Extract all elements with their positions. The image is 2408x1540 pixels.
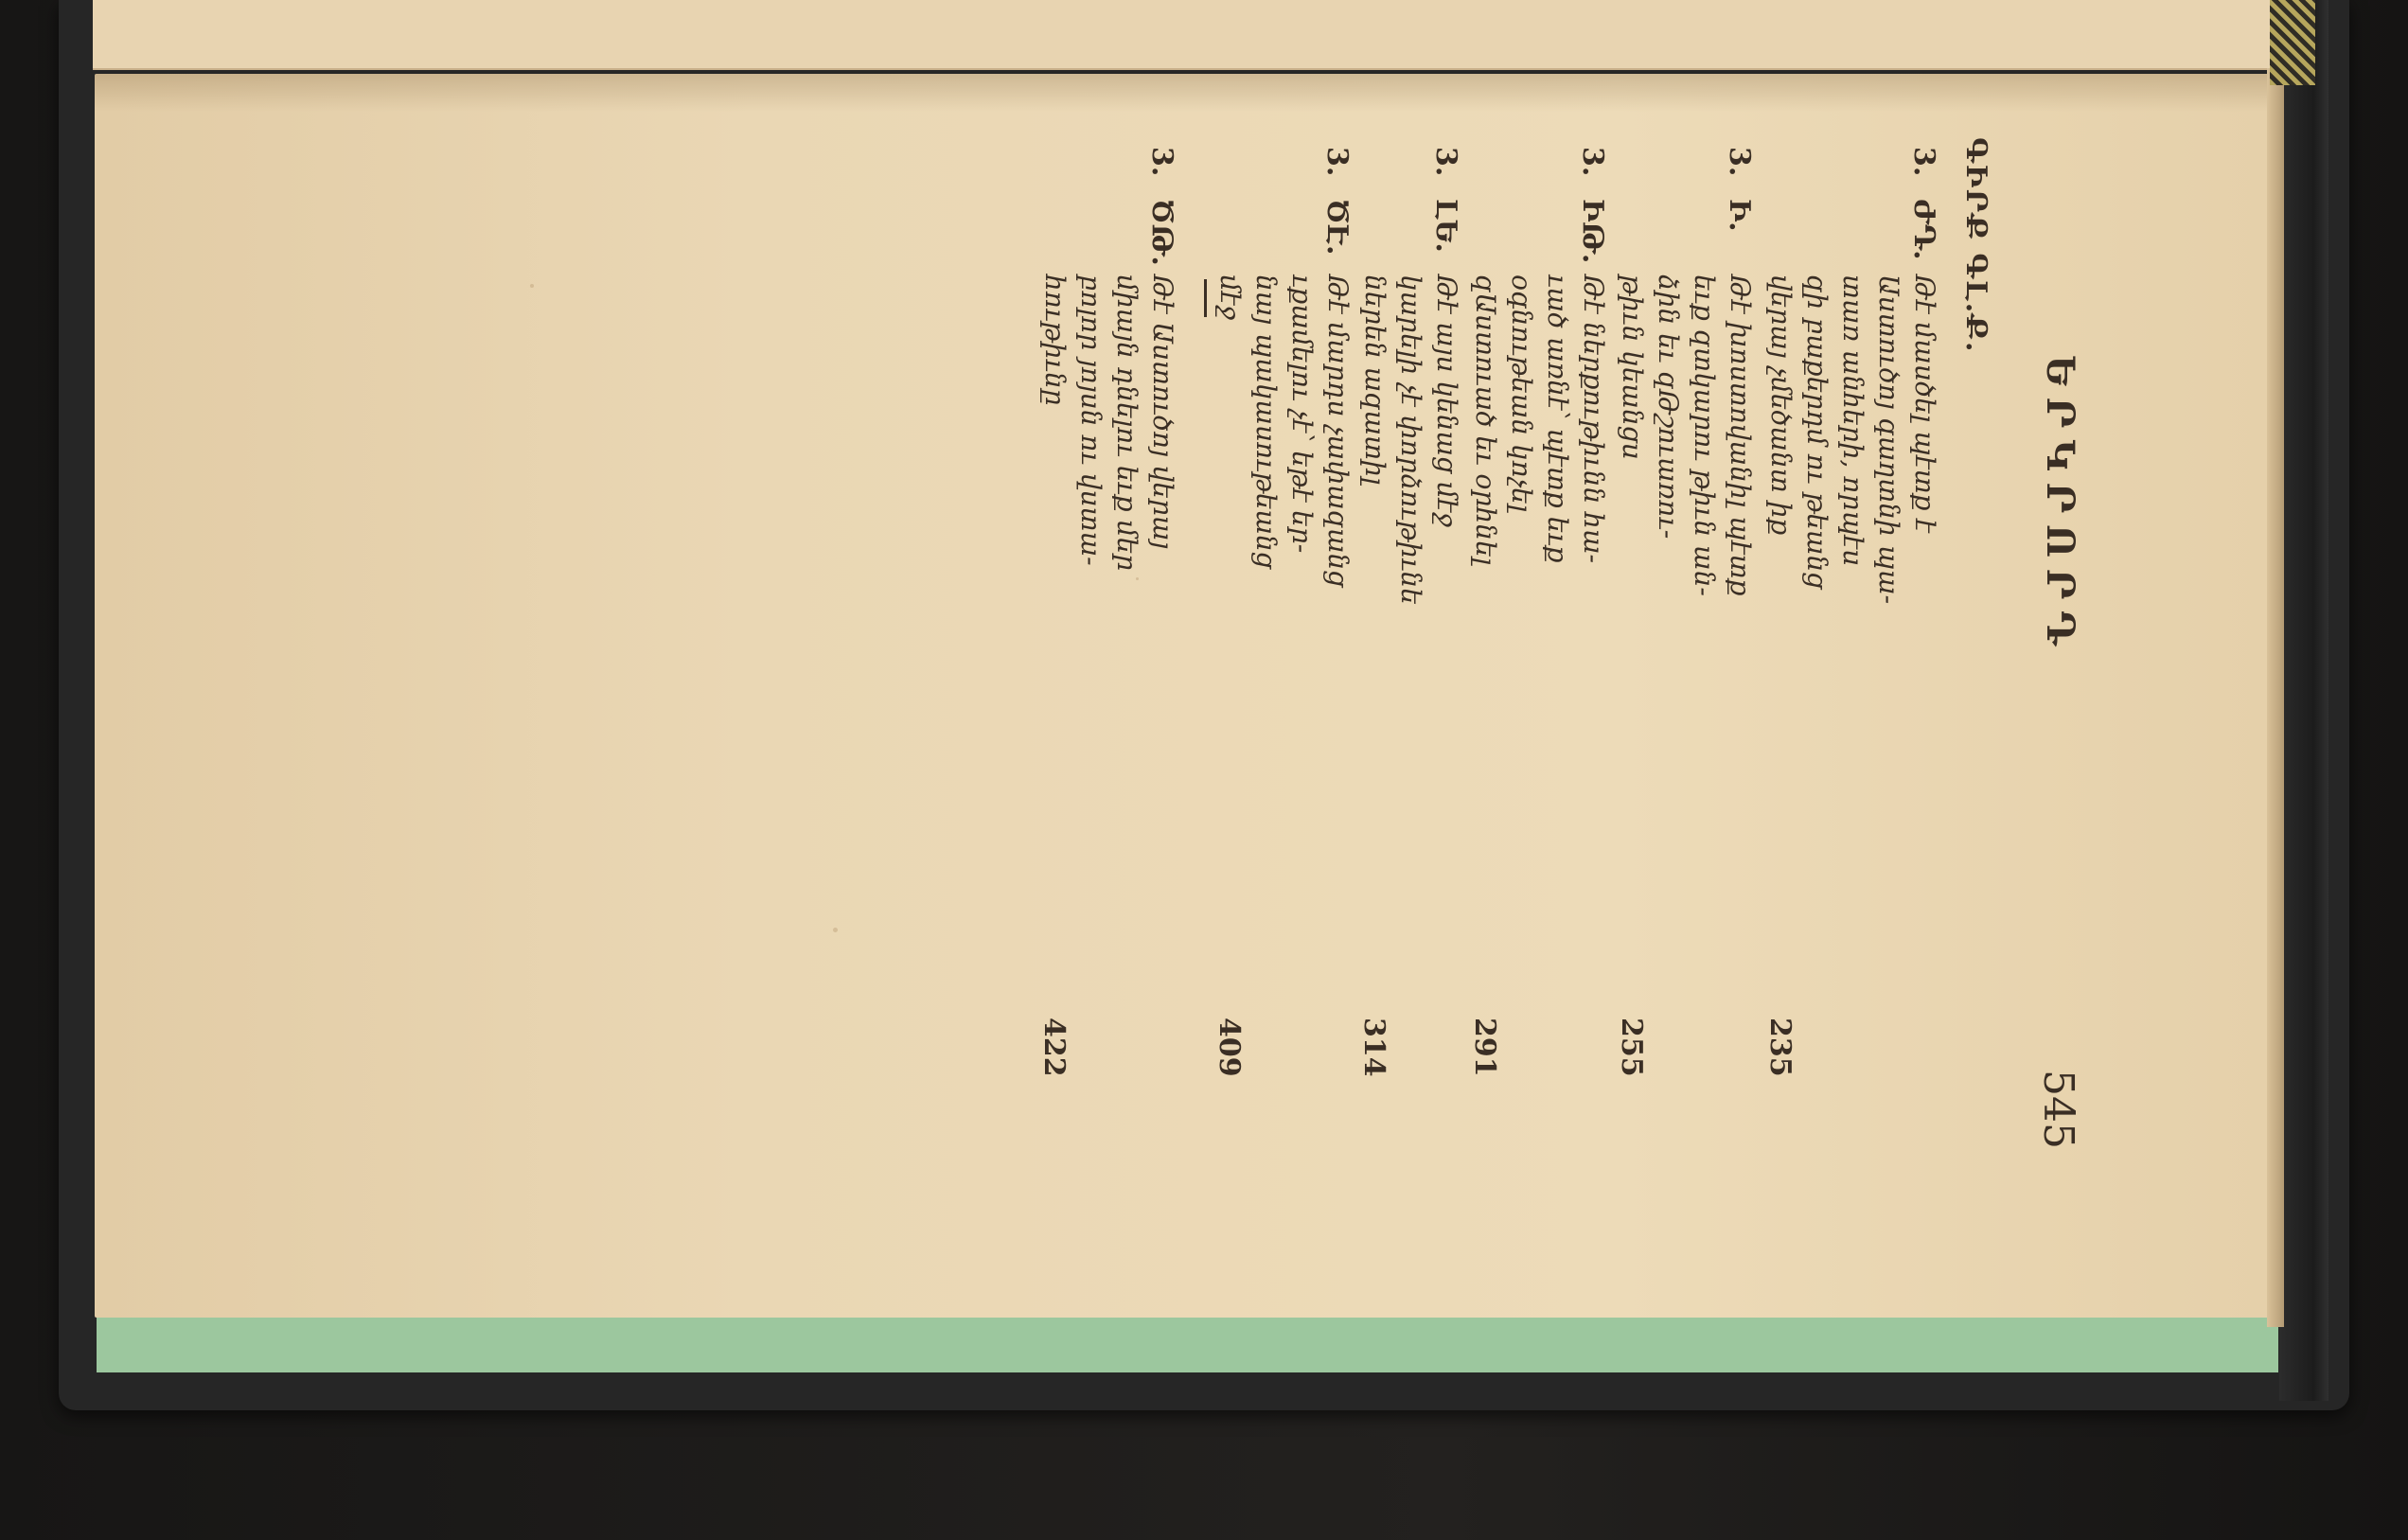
entry-line: օգնութեան կոչել [1506, 274, 1537, 513]
entry-page-number: 314 [1357, 1018, 1390, 1077]
chapter-label: ԼԵ. [1429, 199, 1462, 253]
entry-line: միայն դնելու եւք մեր [1111, 274, 1142, 572]
entry-line: զԱստուած եւ օրհնել [1470, 274, 1501, 566]
entry-line: Թէ խոստովանիլ պէտք [1725, 274, 1756, 596]
page-gutter [2267, 68, 2284, 1327]
entry-line: ձին եւ զԹշուառու- [1653, 274, 1684, 540]
entry-marker: 3. [1576, 147, 1609, 177]
page-shadow [95, 74, 2272, 112]
entry-page-number: 422 [1037, 1018, 1071, 1077]
chapter-label: ԻԹ. [1576, 199, 1609, 264]
running-header [2026, 147, 2082, 1339]
ribbon-marker [2270, 0, 2315, 85]
entry-line: նայ պակասութեանց [1250, 274, 1282, 569]
entry-line: բոլոր յոյսն ու վստա- [1075, 274, 1107, 566]
chapter-label: ԾԹ. [1145, 199, 1178, 266]
page-number: 545 [2034, 1070, 2082, 1149]
entry-line: տառ անհերի, որպէս [1837, 274, 1868, 567]
entry-line: ներեն ազատիլ [1359, 274, 1390, 486]
entry-line: Թէ մասծել պէտք է [1909, 274, 1940, 533]
entry-page-number: 409 [1213, 1018, 1246, 1077]
entry-marker: 3. [1145, 147, 1178, 177]
entry-page-number: 291 [1468, 1018, 1501, 1077]
entry-line: Թէ մարդս չափազանց [1322, 274, 1354, 588]
entry-marker: 3. [1723, 147, 1756, 177]
chapter-label: Ի. [1723, 199, 1756, 232]
chapter-label: ԺԴ. [1907, 199, 1940, 260]
entry-line: մէջ [1214, 274, 1246, 321]
entry-marker: 3. [1429, 147, 1462, 177]
entry-line: զի բաքերդմ ու թեանց [1801, 274, 1833, 590]
book-spine-edge [2279, 0, 2328, 1401]
entry-marker: 3. [1907, 147, 1940, 177]
entry-line: ւքամելու չէ՝ եթէ եր- [1286, 274, 1318, 554]
header-title: ԵՐԿՐՈՐԴ [2038, 355, 2082, 657]
entry-line: Աստուծոյ գաղտնի պա- [1873, 274, 1904, 605]
entry-line: ւած առնէ՝ պէտք եւք [1542, 274, 1573, 563]
end-rule [1204, 279, 1207, 317]
entry-line: Թէ ներքութիւնն հա- [1578, 274, 1609, 563]
entry-line: Թէ այս կենաց մէջ [1431, 274, 1462, 527]
entry-line: Թէ Աստուծոյ վերայ [1147, 274, 1178, 550]
paper-speck [530, 284, 534, 288]
chapter-label: ԾԷ. [1320, 199, 1354, 256]
entry-page-number: 235 [1763, 1018, 1797, 1077]
entry-line: վերայ չմեծանտ իք [1765, 274, 1797, 536]
page-content [852, 137, 2082, 1339]
paper-speck [833, 928, 838, 932]
entry-page-number: 255 [1615, 1018, 1648, 1077]
entry-line: եւք զտկարու թիւն ան- [1689, 274, 1720, 596]
entry-line: կարելի չէ փորձութիւնե [1395, 274, 1426, 605]
entry-line: հութիւնը [1039, 274, 1071, 406]
entry-marker: 3. [1320, 147, 1354, 177]
facing-page-edge [93, 0, 2270, 70]
entry-line: թիւն կեանցս [1617, 274, 1648, 460]
section-heading: ԳԻՐՔ ԳԼ.Ք. [1959, 137, 1992, 354]
